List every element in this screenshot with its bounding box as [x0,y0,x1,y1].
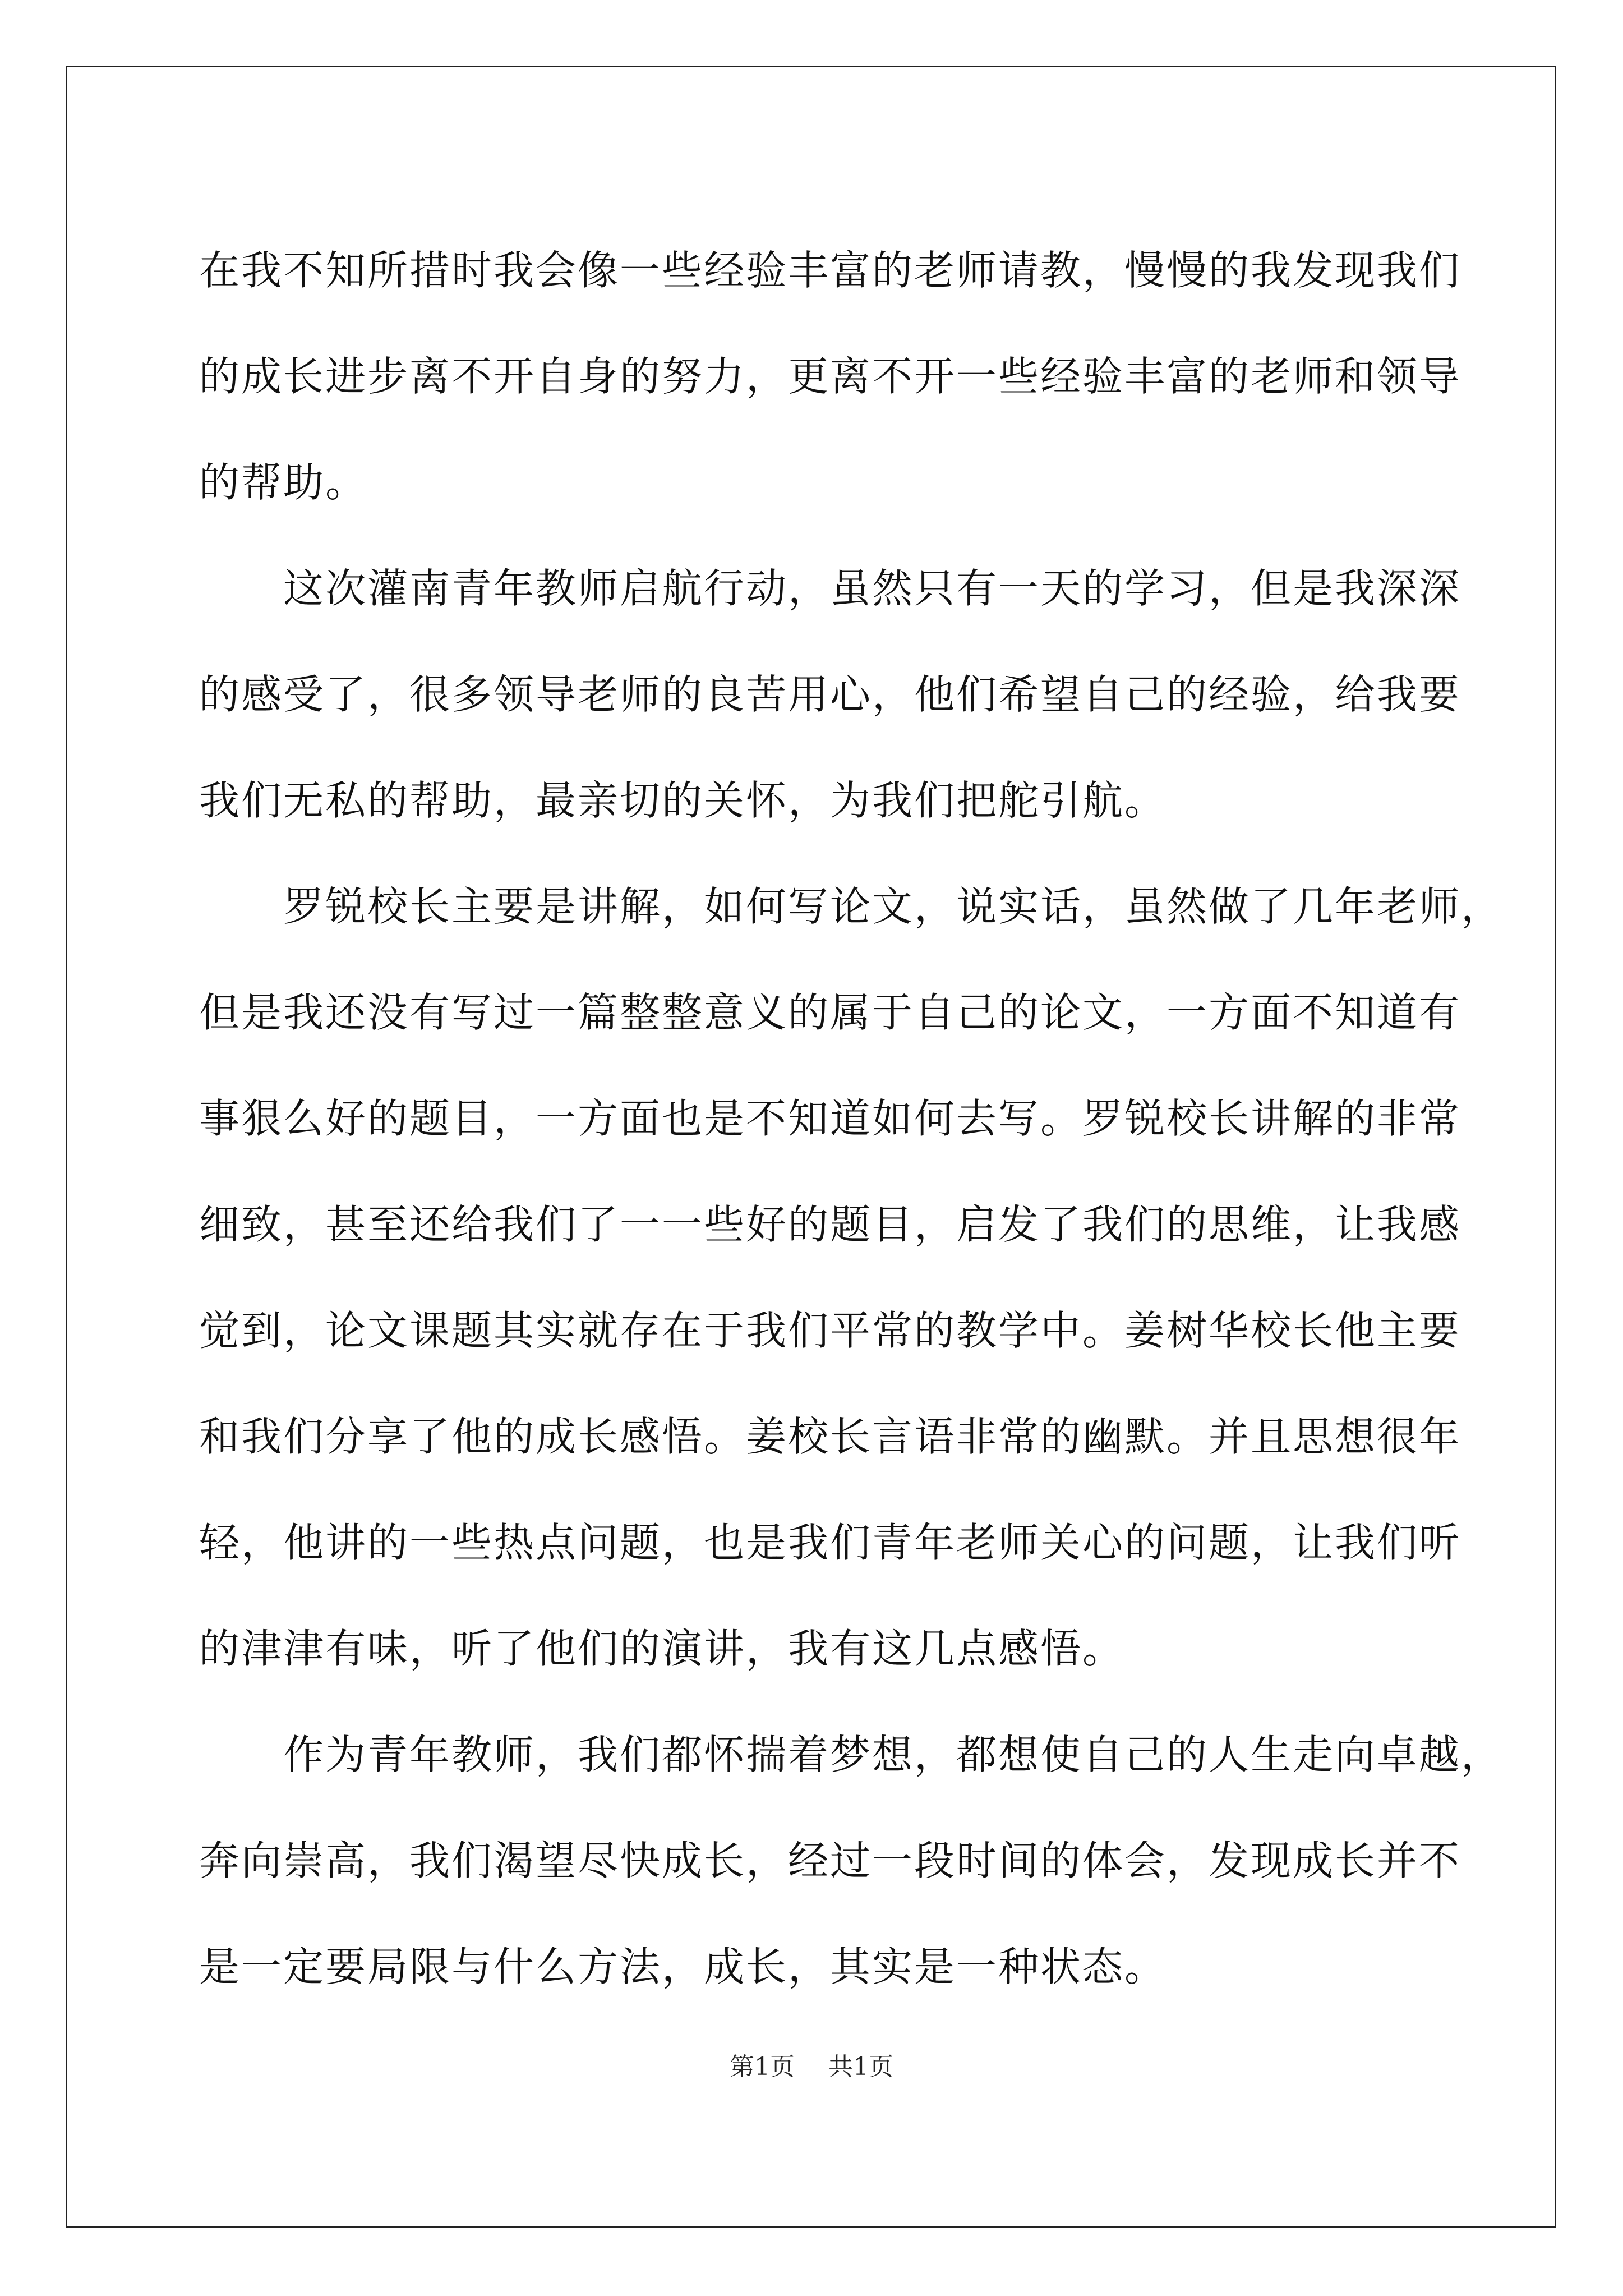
paragraph-start-line: 这次灌南青年教师启航行动，虽然只有一天的学习，但是我深深 [283,565,1461,612]
text-line: 我们无私的帮助，最亲切的关怀，为我们把舵引航。 [199,777,1167,824]
paragraph-start-line: 作为青年教师，我们都怀揣着梦想，都想使自己的人生走向卓越， [283,1731,1504,1778]
page-number: 第1页 [730,2053,795,2081]
text-line: 细致，甚至还给我们了一一些好的题目，启发了我们的思维，让我感 [199,1201,1461,1248]
text-line: 的津津有味，听了他们的演讲，我有这几点感悟。 [199,1625,1125,1672]
text-line: 的感受了，很多领导老师的良苦用心，他们希望自己的经验，给我要 [199,671,1461,718]
text-line: 事狠么好的题目，一方面也是不知道如何去写。罗锐校长讲解的非常 [199,1095,1461,1142]
text-line: 但是我还没有写过一篇整整意义的属于自己的论文，一方面不知道有 [199,989,1461,1036]
text-line: 轻，他讲的一些热点问题，也是我们青年老师关心的问题，让我们听 [199,1519,1461,1566]
text-line: 奔向崇高，我们渴望尽快成长，经过一段时间的体会，发现成长并不 [199,1837,1461,1884]
page-total: 共1页 [828,2053,893,2081]
document-body [199,218,1504,2020]
text-line: 和我们分享了他的成长感悟。姜校长言语非常的幽默。并且思想很年 [199,1413,1461,1460]
text-line: 在我不知所措时我会像一些经验丰富的老师请教，慢慢的我发现我们 [199,247,1461,294]
paragraph-start-line: 罗锐校长主要是讲解，如何写论文，说实话，虽然做了几年老师， [283,883,1504,930]
page-footer [0,2050,1623,2084]
text-line: 是一定要局限与什么方法，成长，其实是一种状态。 [199,1943,1167,1990]
text-line: 的帮助。 [199,459,368,506]
text-line: 的成长进步离不开自身的努力，更离不开一些经验丰富的老师和领导 [199,353,1461,400]
text-line: 觉到，论文课题其实就存在于我们平常的教学中。姜树华校长他主要 [199,1307,1461,1354]
